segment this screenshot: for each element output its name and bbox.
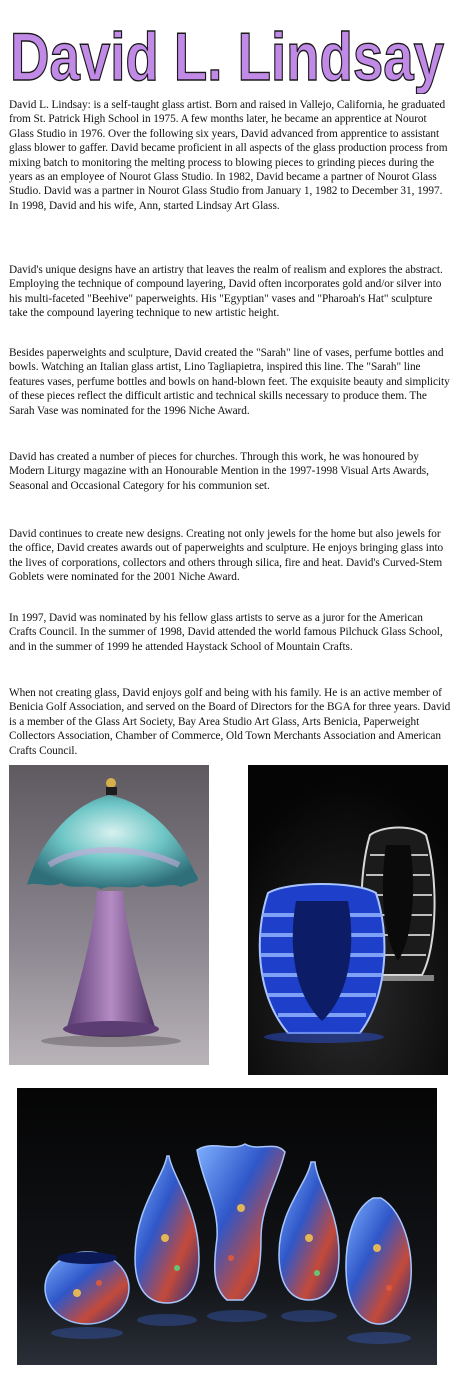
bio-paragraph-3: Besides paperweights and sculpture, David created the "Sarah" line of vases, perfume bottles and bowls. Watching an Italian glass artist, Lino Tagliapietra, inspired this line. The "Sarah" line features vases, perfume bottles and bowls on hand-blown feet. The exquisite beauty and simplicity of these pieces reflect the difficult artistic and technical skills necessary to produce them. The Sarah Vase was nominated for the 1996 Niche Award.	[9, 347, 450, 417]
vases-photo	[248, 765, 448, 1075]
bio-paragraph-1: David L. Lindsay: is a self-taught glass artist. Born and raised in Vallejo, California, he graduated from St. Patrick High School in 1975. A few months later, he became an apprentice at Nourot Glass Studio in 1976. Over the following six years, David advanced from apprentice to assistant glass blower to gaffer. David became proficient in all aspects of the glass production process from mixing batch to monitoring the melting process to blowing pieces to grinding pieces during the years as an employee of Nourot Glass Studio. In 1982, David became a partner of Nourot Glass Studio. David was a partner in Nourot Glass Studio from January 1, 1982 to December 31, 1997. In 1998, David and his wife, Ann, started Lindsay Art Glass.	[9, 99, 448, 212]
bio-paragraph-7: When not creating glass, David enjoys golf and being with his family. He is an active member of Benicia Golf Association, and served on the Board of Directors for the BGA for three years. David is a member of the Glass Art Society, Bay Area Studio Art Glass, Arts Benicia, Paperweight Collectors Association, Chamber of Commerce, Old Town Merchants Association and American Crafts Council.	[9, 687, 451, 757]
bio-paragraph-2: David's unique designs have an artistry that leaves the realm of realism and explores the abstract. Employing the technique of compound layering, David often incorporates gold and/or silver into his multi-faceted "Beehive" paperweights. His "Egyptian" vases and "Pharoah's Hat" sculpture take the compound layering technique to new artistic height.	[9, 264, 443, 320]
sarah-line-photo	[17, 1088, 437, 1365]
svg-text:David L. Lindsay: David L. Lindsay	[10, 19, 445, 94]
bio-paragraph-5: David continues to create new designs. Creating not only jewels for the home but also jewels for the office, David creates awards out of paperweights and sculpture. He enjoys bringing glass into the lives of corporations, collectors and others through silica, fire and heat. David's Curved-Stem Goblets were nominated for the 2001 Niche Award.	[9, 528, 444, 584]
bio-paragraph-6: In 1997, David was nominated by his fellow glass artists to serve as a juror for the American Crafts Council. In the summer of 1998, David attended the world famous Pilchuck Glass School, and in the summer of 1999 he attended Haystack School of Mountain Crafts.	[9, 612, 443, 653]
page-title	[8, 14, 448, 94]
lamp-photo	[9, 765, 209, 1065]
bio-paragraph-4: David has created a number of pieces for churches. Through this work, he was honoured by Modern Liturgy magazine with an Honourable Mention in the 1997-1998 Visual Arts Awards, Seasonal and Occasional Category for his communion set.	[9, 451, 429, 492]
